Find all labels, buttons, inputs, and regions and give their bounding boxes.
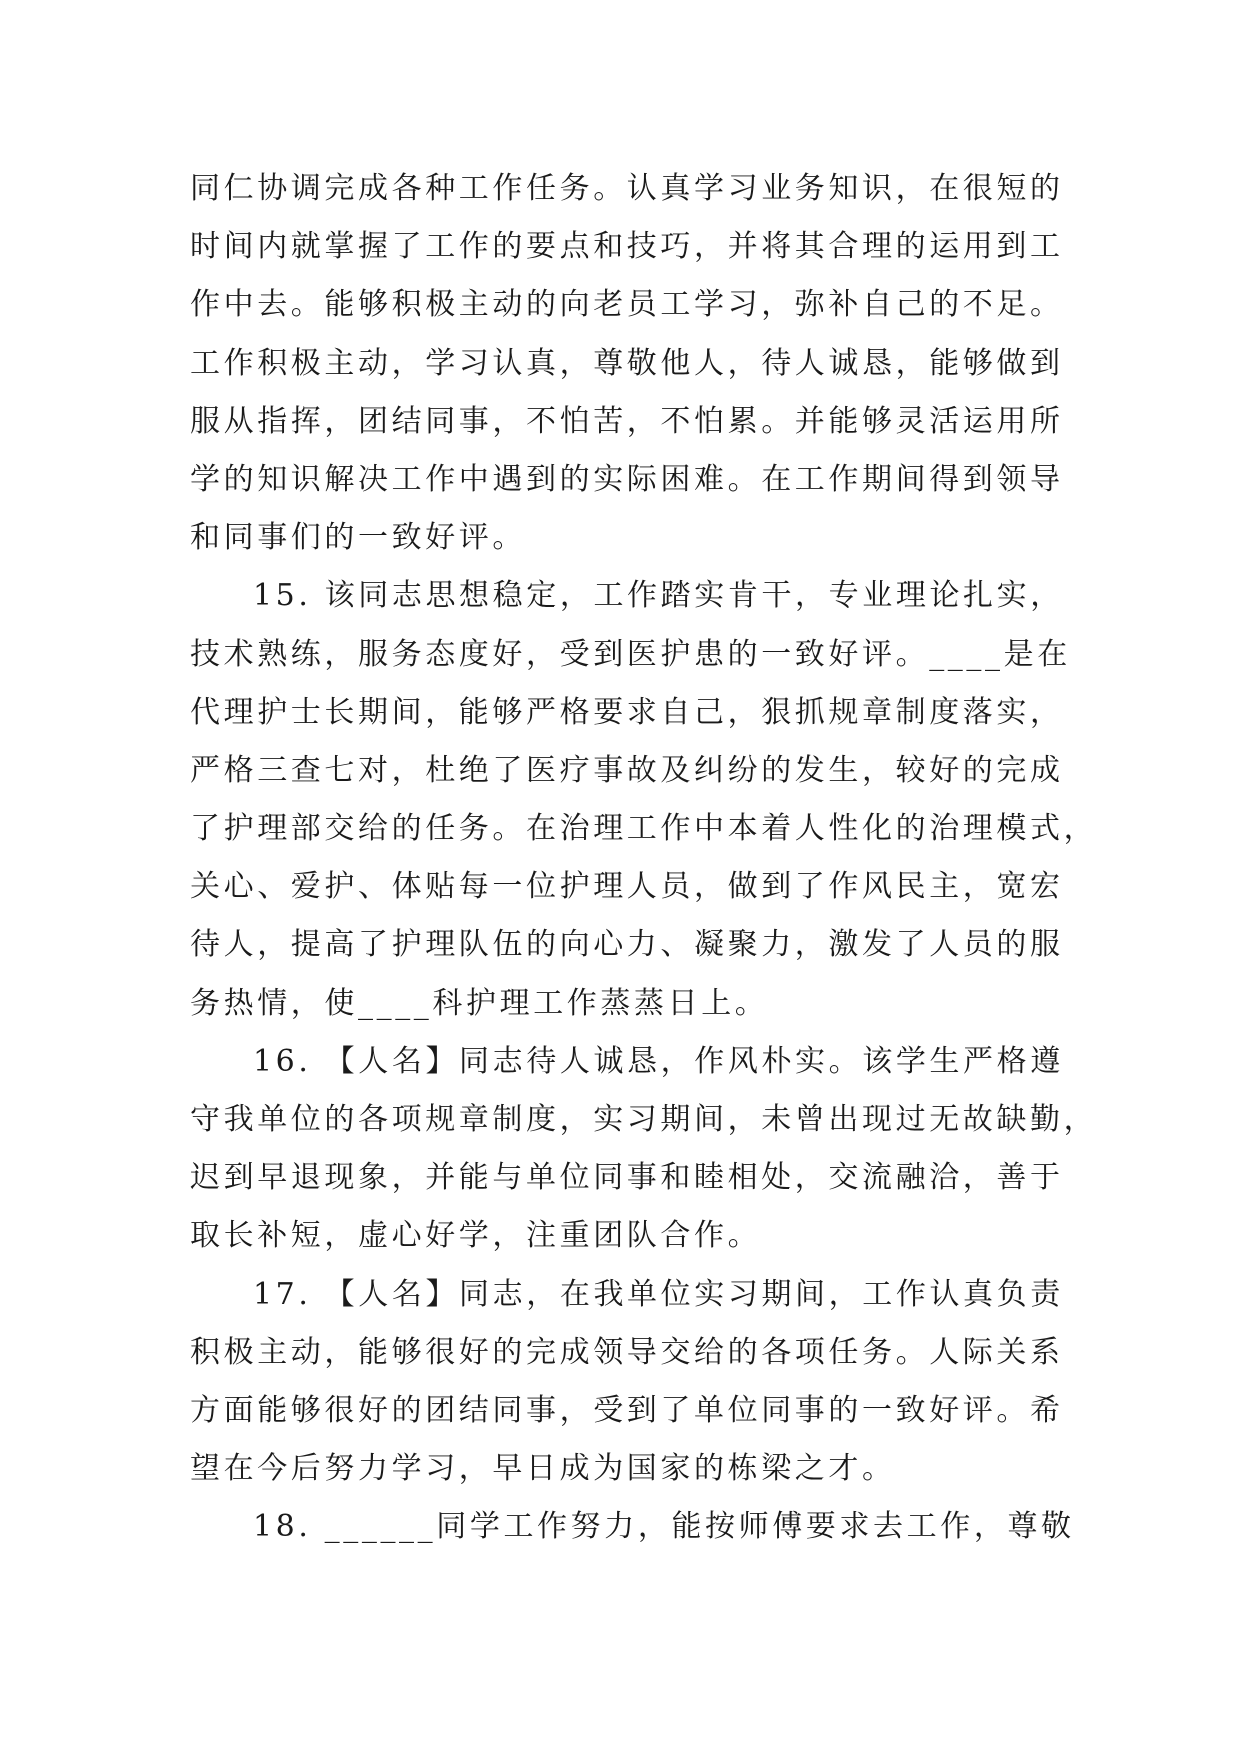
text-line: 方面能够很好的团结同事，受到了单位同事的一致好评。希 xyxy=(190,1392,1064,1428)
text-line: 作中去。能够积极主动的向老员工学习，弥补自己的不足。 xyxy=(190,287,1064,323)
text-line: 关心、爱护、体贴每一位护理人员，做到了作风民主，宽宏 xyxy=(190,869,1064,905)
text-line: 和同事们的一致好评。 xyxy=(190,520,526,556)
body-text xyxy=(190,160,1098,1557)
text-line: 守我单位的各项规章制度，实习期间，未曾出现过无故缺勤， xyxy=(190,1102,1098,1137)
text-line: 服从指挥，团结同事，不怕苦，不怕累。并能够灵活运用所 xyxy=(190,403,1064,439)
text-line: 学的知识解决工作中遇到的实际困难。在工作期间得到领导 xyxy=(190,461,1064,497)
text-line: 待人，提高了护理队伍的向心力、凝聚力，激发了人员的服 xyxy=(190,927,1064,963)
text-line: 严格三查七对，杜绝了医疗事故及纠纷的发生，较好的完成 xyxy=(190,752,1064,788)
paragraph-15-start: 15. 该同志思想稳定，工作踏实肯干，专业理论扎实， xyxy=(253,578,1064,614)
text-line: 同仁协调完成各种工作任务。认真学习业务知识，在很短的 xyxy=(190,171,1064,206)
text-line: 时间内就掌握了工作的要点和技巧，并将其合理的运用到工 xyxy=(190,229,1064,265)
text-line: 迟到早退现象，并能与单位同事和睦相处，交流融洽，善于 xyxy=(190,1160,1064,1196)
paragraph-16-start: 16. 【人名】同志待人诚恳，作风朴实。该学生严格遵 xyxy=(253,1043,1064,1079)
text-line: 技术熟练，服务态度好，受到医护患的一致好评。____是在 xyxy=(190,636,1071,672)
text-line: 务热情，使____科护理工作蒸蒸日上。 xyxy=(190,985,769,1021)
text-line: 了护理部交给的任务。在治理工作中本着人性化的治理模式， xyxy=(190,811,1098,847)
text-line: 取长补短，虚心好学，注重团队合作。 xyxy=(190,1218,762,1254)
text-line: 积极主动，能够很好的完成领导交给的各项任务。人际关系 xyxy=(190,1334,1064,1370)
paragraph-18-start: 18. ______同学工作努力，能按师傅要求去工作，尊敬 xyxy=(253,1509,1075,1545)
text-line: 代理护士长期间，能够严格要求自己，狠抓规章制度落实， xyxy=(190,694,1064,730)
paragraph-17-start: 17. 【人名】同志，在我单位实习期间，工作认真负责 xyxy=(253,1276,1064,1312)
text-line: 望在今后努力学习，早日成为国家的栋梁之才。 xyxy=(190,1451,896,1487)
text-line: 工作积极主动，学习认真，尊敬他人，待人诚恳，能够做到 xyxy=(190,345,1064,381)
